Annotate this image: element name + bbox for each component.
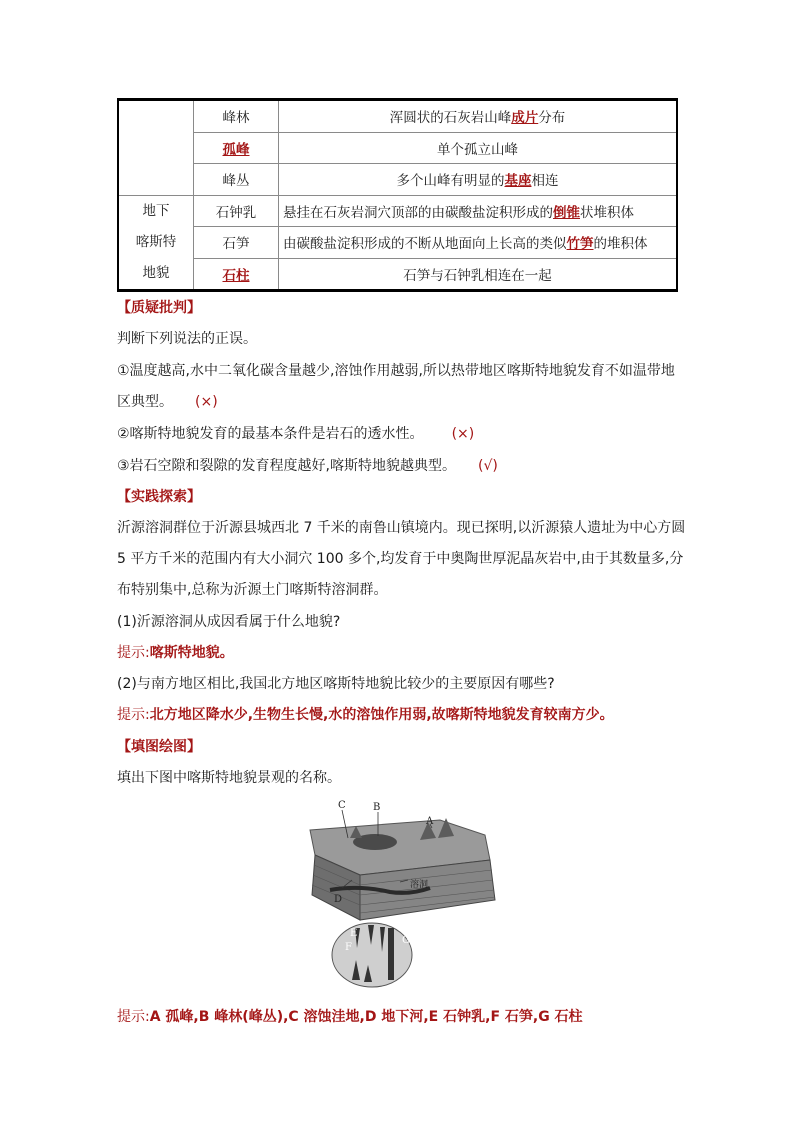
landform-name: 峰林 (194, 100, 279, 133)
landform-desc: 由碳酸盐淀积形成的不断从地面向上长高的类似竹笋的堆积体 (279, 227, 678, 259)
landform-desc: 石笋与石钟乳相连在一起 (279, 258, 678, 291)
hint-answer: 喀斯特地貌。 (149, 645, 234, 661)
answer-mark: (√) (478, 458, 498, 474)
figure-label: F (345, 942, 352, 953)
karst-diagram (300, 800, 500, 990)
paragraph-line: 5 平方千米的范围内有大小洞穴 100 多个,均发育于中奥陶世厚泥晶灰岩中,由于其数量多,分 (117, 551, 684, 567)
landform-name: 孤峰 (194, 132, 279, 164)
question-text: ③岩石空隙和裂隙的发育程度越好,喀斯特地貌越典型。 (√) (117, 458, 498, 474)
empty-group-cell (118, 100, 194, 196)
section-intro: 判断下列说法的正误。 (117, 331, 257, 347)
figure-label: B (373, 802, 381, 813)
table-row (118, 132, 677, 164)
answer-mark: (×) (195, 394, 218, 410)
section-heading-critique: 【质疑批判】 (117, 300, 201, 316)
question-text: (1)沂源溶洞从成因看属于什么地貌? (117, 614, 341, 630)
section-intro: 填出下图中喀斯特地貌景观的名称。 (117, 770, 341, 786)
figure-label: A (426, 816, 434, 827)
landform-desc: 悬挂在石灰岩洞穴顶部的由碳酸盐淀积形成的倒锥状堆积体 (279, 195, 678, 227)
landform-desc: 单个孤立山峰 (279, 132, 678, 164)
landform-name: 石钟乳 (194, 195, 279, 227)
hint-line: 提示:北方地区降水少,生物生长慢,水的溶蚀作用弱,故喀斯特地貌发育较南方少。 (117, 707, 614, 723)
section-heading-drawing: 【填图绘图】 (117, 739, 201, 755)
landform-desc: 多个山峰有明显的基座相连 (279, 164, 678, 196)
figure-label: 溶洞 (410, 880, 429, 890)
hint-line: 提示:喀斯特地貌。 (117, 645, 234, 661)
question-text: (2)与南方地区相比,我国北方地区喀斯特地貌比较少的主要原因有哪些? (117, 676, 555, 692)
table-row (118, 164, 677, 196)
group-label-line: 地下 (142, 202, 170, 219)
landform-name: 石柱 (194, 258, 279, 291)
figure-label: E (350, 928, 358, 939)
section-heading-practice: 【实践探索】 (117, 489, 201, 505)
paragraph-line: 布特别集中,总称为沂源土门喀斯特溶洞群。 (117, 582, 388, 598)
table-row (118, 195, 677, 227)
figure-label: G (402, 935, 410, 946)
question-text: ①温度越高,水中二氧化碳含量越少,溶蚀作用越弱,所以热带地区喀斯特地貌发育不如温带地 (117, 363, 675, 379)
figure-label: D (334, 894, 343, 905)
karst-landscape-figure (300, 800, 500, 990)
group-label-cell (118, 195, 194, 291)
hint-answer: 北方地区降水少,生物生长慢,水的溶蚀作用弱,故喀斯特地貌发育较南方少。 (149, 707, 614, 723)
group-label-line: 地貌 (142, 264, 170, 281)
paragraph-line: 沂源溶洞群位于沂源县城西北 7 千米的南鲁山镇境内。现已探明,以沂源猿人遗址为中心方圆 (117, 520, 686, 536)
figure-label: C (338, 800, 346, 811)
question-text: ②喀斯特地貌发育的最基本条件是岩石的透水性。 (×) (117, 426, 475, 442)
group-label-line: 喀斯特 (135, 233, 177, 250)
question-text: 区典型。 (×) (117, 394, 218, 410)
table-row (118, 227, 677, 259)
landform-desc: 浑圆状的石灰岩山峰成片分布 (279, 100, 678, 133)
karst-landform-table (117, 98, 678, 292)
answer-mark: (×) (451, 426, 475, 442)
hint-line: 提示:A 孤峰,B 峰林(峰丛),C 溶蚀洼地,D 地下河,E 石钟乳,F 石笋,G 石柱 (117, 1009, 583, 1025)
landform-name: 峰丛 (194, 164, 279, 196)
figure-answer: A 孤峰,B 峰林(峰丛),C 溶蚀洼地,D 地下河,E 石钟乳,F 石笋,G 石柱 (149, 1009, 583, 1025)
table-row (118, 100, 677, 133)
landform-name: 石笋 (194, 227, 279, 259)
table-row (118, 258, 677, 291)
